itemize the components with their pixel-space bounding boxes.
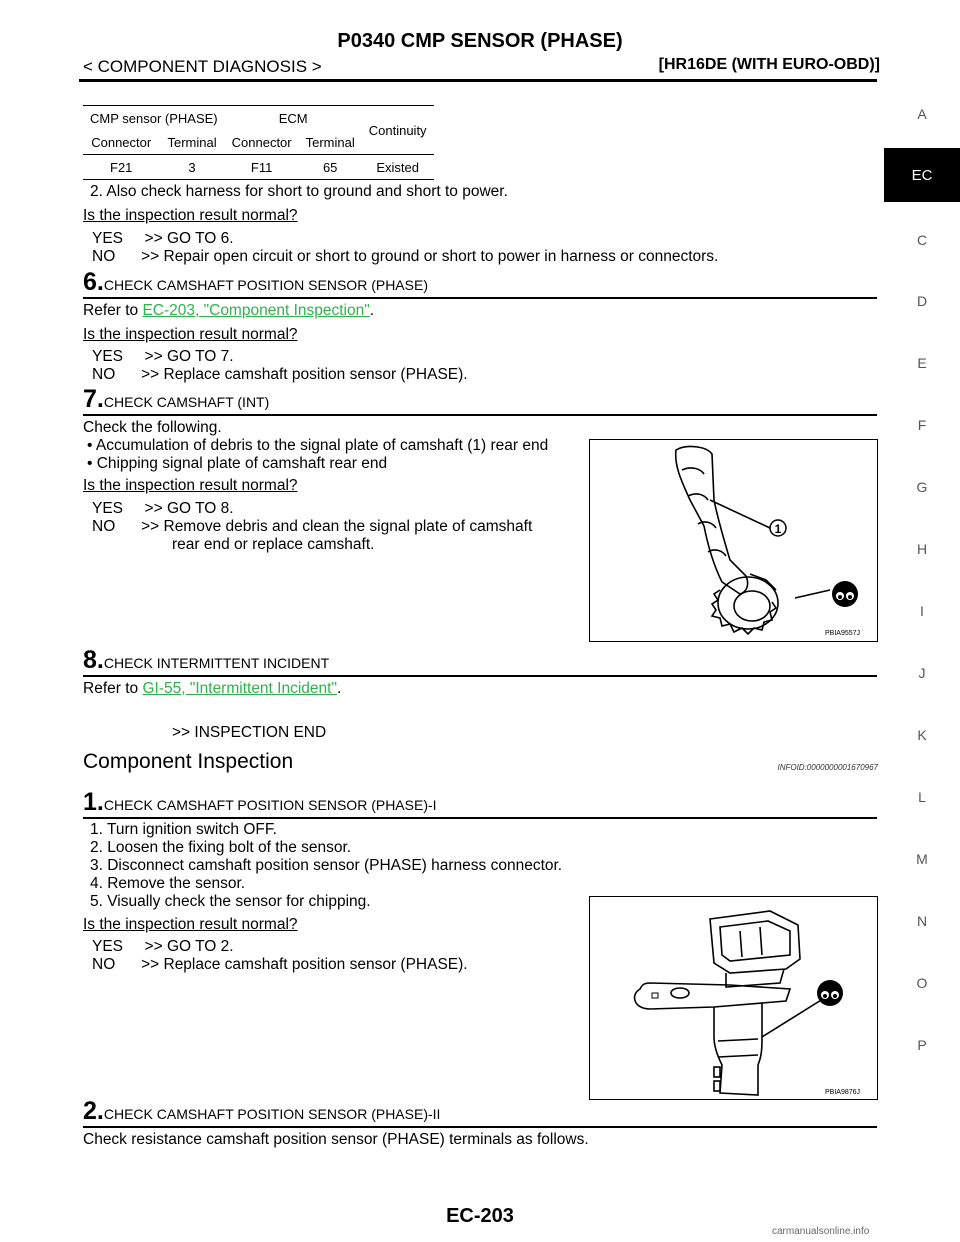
inspection-question: Is the inspection result normal? xyxy=(83,916,298,933)
yes-answer: YES >> GO TO 8. xyxy=(92,500,234,517)
table-header: Connector xyxy=(91,134,152,150)
header-rule xyxy=(79,79,877,82)
inspection-end: >> INSPECTION END xyxy=(172,724,327,741)
sidebar-item-i[interactable]: I xyxy=(920,603,924,619)
intermittent-incident-link[interactable]: GI-55, "Intermittent Incident" xyxy=(142,680,337,697)
figure-code: PBIA9876J xyxy=(825,1089,861,1096)
section-label: < COMPONENT DIAGNOSIS > xyxy=(83,57,322,76)
yes-answer: YES >> GO TO 2. xyxy=(92,938,234,955)
period: . xyxy=(336,680,342,697)
info-id: INFOID:0000000001670967 xyxy=(777,763,878,772)
inspection-question: Is the inspection result normal? xyxy=(83,207,298,224)
refer-prefix: Refer to xyxy=(83,302,143,319)
table-group-header: CMP sensor (PHASE) xyxy=(90,110,218,126)
step-heading-8 xyxy=(83,646,329,675)
sidebar-item-m[interactable]: M xyxy=(916,851,928,867)
refer-prefix: Refer to xyxy=(83,680,143,697)
figure-code: PBIA9557J xyxy=(825,630,861,637)
sidebar-item-l[interactable]: L xyxy=(918,789,926,805)
step-title: CHECK CAMSHAFT (INT) xyxy=(103,394,270,410)
step-number: 6. xyxy=(83,268,104,296)
step-rule xyxy=(83,675,877,677)
step-heading-6 xyxy=(83,268,428,297)
inspection-question: Is the inspection result normal? xyxy=(83,477,298,494)
body-text: 2. Also check harness for short to ground and short to power. xyxy=(90,183,508,200)
procedure-step: 4. Remove the sensor. xyxy=(90,875,246,892)
camshaft-figure xyxy=(589,439,878,642)
sidebar-item-o[interactable]: O xyxy=(916,975,928,991)
table-header: Terminal xyxy=(305,134,355,150)
table-row xyxy=(83,155,434,180)
yes-answer: YES >> GO TO 6. xyxy=(92,230,234,247)
watermark: carmanualsonline.info xyxy=(772,1226,870,1237)
table-cell: 3 xyxy=(188,159,196,175)
continuity-table xyxy=(83,105,434,180)
body-text: Check resistance camshaft position sensor (PHASE) terminals as follows. xyxy=(83,1131,589,1148)
no-answer-continued: rear end or replace camshaft. xyxy=(172,536,375,553)
sidebar-item-j[interactable]: J xyxy=(918,665,926,681)
section-title: Component Inspection xyxy=(83,750,294,773)
sidebar-item-g[interactable]: G xyxy=(916,479,928,495)
step-rule xyxy=(83,817,877,819)
no-answer: NO >> Replace camshaft position sensor (PHASE). xyxy=(92,956,468,973)
sidebar-item-n[interactable]: N xyxy=(916,913,928,929)
procedure-step: 3. Disconnect camshaft position sensor (PHASE) harness connector. xyxy=(90,857,563,874)
step-heading-c2 xyxy=(83,1097,440,1126)
page-number: EC-203 xyxy=(446,1205,514,1227)
table-header: Terminal xyxy=(167,134,217,150)
table-cell: 65 xyxy=(322,159,338,175)
sidebar-item-ec-active[interactable] xyxy=(884,148,960,202)
table-cell: F11 xyxy=(250,159,273,175)
procedure-step: 2. Loosen the fixing bolt of the sensor. xyxy=(90,839,352,856)
step-number: 8. xyxy=(83,646,104,674)
page-title: P0340 CMP SENSOR (PHASE) xyxy=(337,30,623,52)
step-title: CHECK CAMSHAFT POSITION SENSOR (PHASE)-I xyxy=(103,797,437,813)
refer-line xyxy=(83,302,374,320)
component-inspection-link[interactable]: EC-203, "Component Inspection" xyxy=(142,302,370,319)
camshaft-illustration xyxy=(590,440,877,641)
table-cell: Existed xyxy=(376,159,419,175)
step-heading-c1 xyxy=(83,788,437,817)
sidebar-item-e[interactable]: E xyxy=(917,355,927,371)
step-title: CHECK CAMSHAFT POSITION SENSOR (PHASE)-II xyxy=(103,1106,441,1122)
engine-label: [HR16DE (WITH EURO-OBD)] xyxy=(658,56,880,73)
table-group-header: ECM xyxy=(278,110,308,126)
sidebar-item-a[interactable]: A xyxy=(917,106,927,122)
period: . xyxy=(369,302,375,319)
step-number: 2. xyxy=(83,1097,104,1125)
step-rule xyxy=(83,1126,877,1128)
sidebar-active-label: EC xyxy=(911,166,933,184)
step-number: 1. xyxy=(83,788,104,816)
no-answer: NO >> Repair open circuit or short to ground or short to power in harness or connectors. xyxy=(92,248,719,265)
step-heading-7 xyxy=(83,385,269,414)
sensor-illustration xyxy=(590,897,877,1099)
step-number: 7. xyxy=(83,385,104,413)
sidebar-item-c[interactable]: C xyxy=(916,232,928,248)
sidebar-item-h[interactable]: H xyxy=(916,541,928,557)
no-answer: NO >> Replace camshaft position sensor (PHASE). xyxy=(92,366,468,383)
sidebar-item-k[interactable]: K xyxy=(917,727,927,743)
sidebar-item-f[interactable]: F xyxy=(917,417,927,433)
table-header: Continuity xyxy=(362,106,434,155)
refer-line xyxy=(83,680,341,698)
sidebar-item-d[interactable]: D xyxy=(916,293,928,309)
table-header: Connector xyxy=(231,134,292,150)
procedure-step: 5. Visually check the sensor for chipping. xyxy=(90,893,371,910)
inspection-question: Is the inspection result normal? xyxy=(83,326,298,343)
table-cell: F21 xyxy=(110,159,133,175)
step-title: CHECK CAMSHAFT POSITION SENSOR (PHASE) xyxy=(103,277,428,293)
step-title: CHECK INTERMITTENT INCIDENT xyxy=(103,655,330,671)
step-rule xyxy=(83,297,877,299)
no-answer: NO >> Remove debris and clean the signal plate of camshaft xyxy=(92,518,533,535)
bullet-item: • Accumulation of debris to the signal plate of camshaft (1) rear end xyxy=(87,437,549,454)
procedure-step: 1. Turn ignition switch OFF. xyxy=(90,821,277,838)
sensor-figure xyxy=(589,896,878,1100)
step-rule xyxy=(83,414,877,416)
bullet-item: • Chipping signal plate of camshaft rear end xyxy=(87,455,388,472)
callout-1: 1 xyxy=(774,522,782,536)
yes-answer: YES >> GO TO 7. xyxy=(92,348,234,365)
body-text: Check the following. xyxy=(83,419,222,436)
sidebar-item-p[interactable]: P xyxy=(917,1037,927,1053)
